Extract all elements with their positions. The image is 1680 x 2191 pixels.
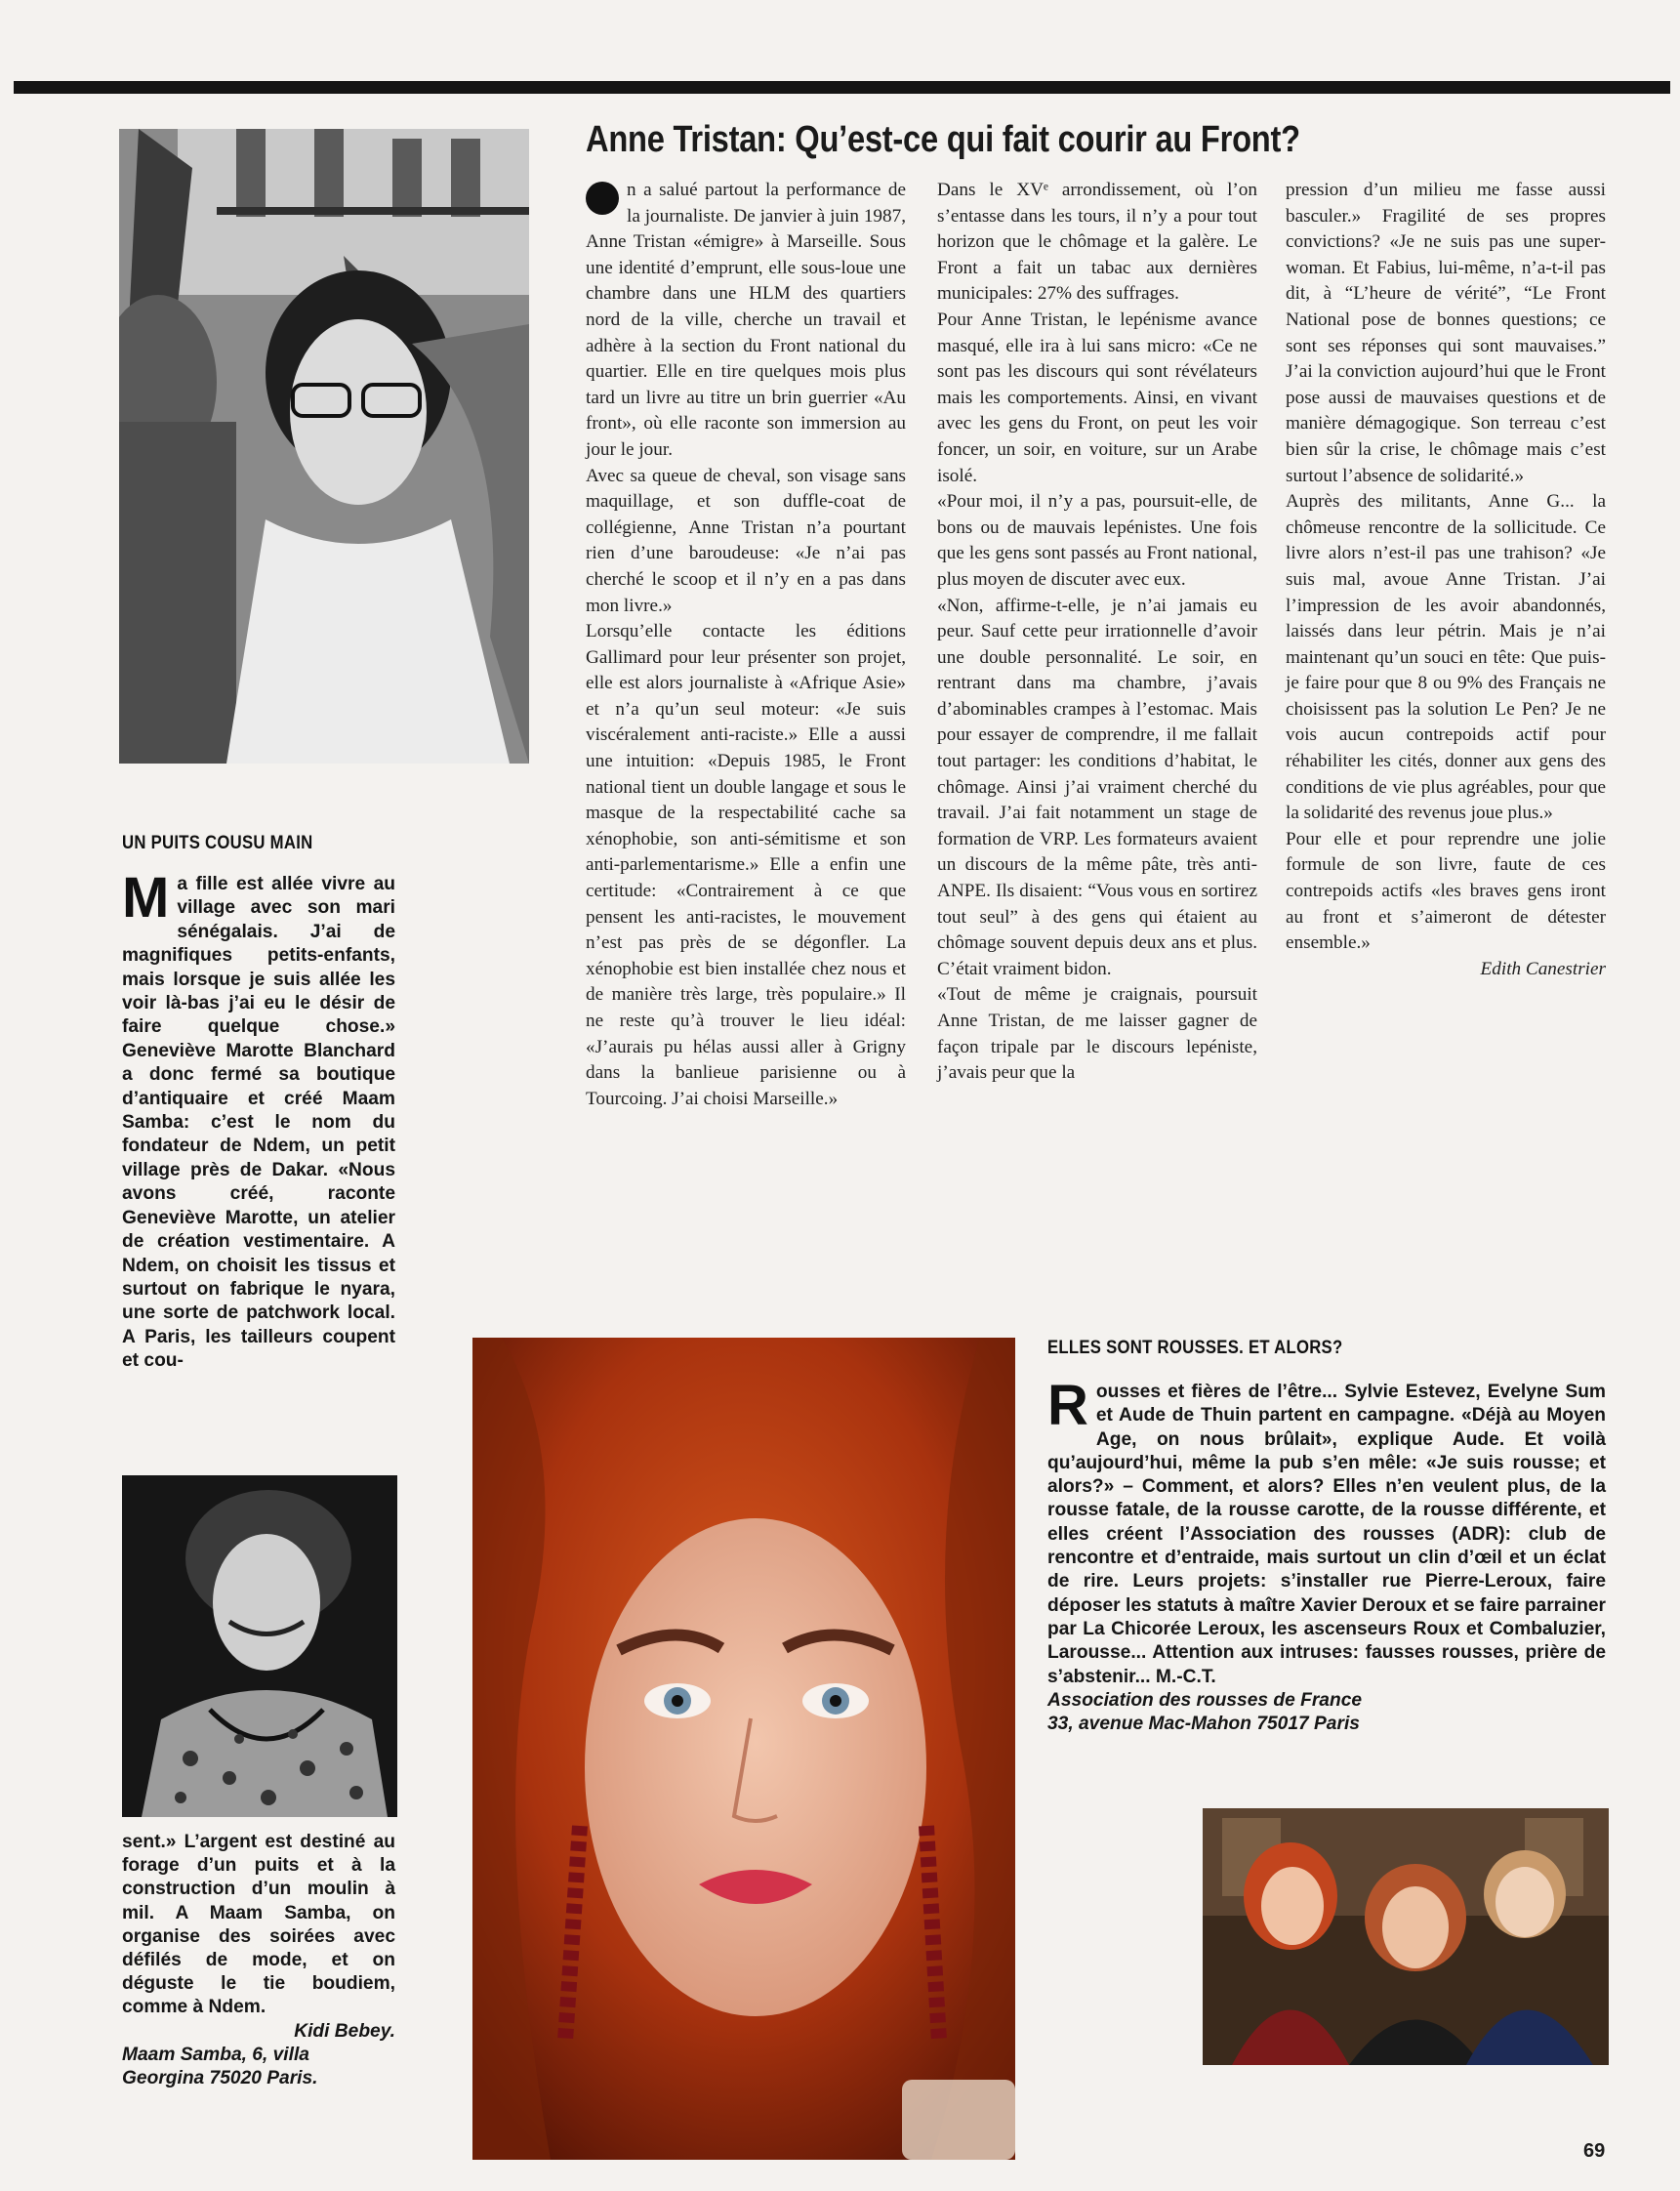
puits-body-2: sent.» L’argent est destiné au forage d’un puits et à la construction d’un moulin à mil. A Maam Samba, on organise des soirées avec défilés de mode, et on déguste le tie boudiem, comme à Ndem. <box>122 1832 395 2018</box>
article-paragraph: «Tout de même je craignais, poursuit Anne Tristan, de me laisser gagner de façon tripale par le discours lepéniste, j’avais peur que la <box>937 984 1257 1084</box>
article-paragraph: Dans le XVᵉ arrondissement, où l’on s’entasse dans les tours, il n’y a pour tout horizon que le chômage et la galère. Le Front a fait un tabac aux dernières municipales: 27% des suffrages. <box>937 180 1257 305</box>
page-number: 69 <box>1583 2140 1606 2162</box>
rousses-title: ELLES SONT ROUSSES. ET ALORS? <box>1047 1338 1343 1358</box>
photo-genevieve-marotte <box>122 1475 397 1817</box>
article-headline: Anne Tristan: Qu’est-ce qui fait courir au Front? <box>586 119 1300 160</box>
rousses-initials: M.-C.T. <box>1155 1666 1216 1687</box>
article-paragraph: Auprès des militants, Anne G... la chômeuse rencontre de la sollicitude. Ce livre alors n’est-il pas une trahison? «Je suis mal, avoue Anne Tristan. J’ai l’impression de les avoir abandonnés, laissés dans leur pétrin. Mais je n’ai maintenant qu’un souci en tête: Que puis-je faire pour que 8 ou 9% des Français ne choisissent pas la solution Le Pen? Je ne vois aucun contrepoids actif pour réhabiliter les cités, donner aux gens des conditions de vie plus agréables, pour que la solidarité des revenus joue plus.» <box>1286 491 1606 824</box>
photo-three-redheads <box>1203 1808 1609 2065</box>
article-column-3 <box>1286 178 1606 982</box>
article-paragraph: Lorsqu’elle contacte les éditions Gallimard pour leur présenter son projet, elle est alors journaliste à «Afrique Asie» et n’a qu’un seul moteur: «Je suis viscéralement anti-raciste.» Elle a aussi une intuition: «Depuis 1985, le Front national tient un double langage et sous le masque de la respectabilité cache sa xénophobie, son anti-sémitisme et son anti-parlementarisme.» Elle a enfin une certitude: «Contrairement à ce que pensent les anti-racistes, le mouvement n’est pas près de se dégonfler. La xénophobie est bien installée chez nous et de manière très large, très populaire.» Il ne reste qu’à trouver le lieu idéal: «J’aurais pu hélas aussi aller à Grigny dans la banlieue parisienne ou à Tourcoing. J’ai choisi Marseille.» <box>586 621 906 1109</box>
photo-anne-tristan <box>119 129 529 764</box>
puits-title: UN PUITS COUSU MAIN <box>122 833 313 853</box>
puits-text-top <box>122 866 395 1374</box>
article-column-2 <box>937 178 1257 1087</box>
rousses-address-line-1: Association des rousses de France <box>1047 1689 1363 1711</box>
article-paragraph: «Non, affirme-t-elle, je n’ai jamais eu peur. Sauf cette peur irrationnelle d’avoir une double personnalité. Le soir, en rentrant dans ma chambre, j’avais d’abominables crampes à l’estomac. Mais pour essayer de comprendre, il me fallait tout partager: les conditions d’habitat, le chômage. Ainsi j’ai vraiment cherché du travail. J’ai fait notamment un stage de formation de VRP. Les formateurs avaient un discours de la même pâte, très anti-ANPE. Ils disaient: “Vous vous en sortirez tout seul” à des gens qui étaient au chômage souvent depuis deux ans et plus. C’était vraiment bidon. <box>937 595 1257 979</box>
article-paragraph: Avec sa queue de cheval, son visage sans maquillage, et son duffle-coat de collégienne, Anne Tristan n’a pourtant rien d’une baroudeuse: «Je n’ai pas cherché le scoop et il n’y en a pas dans mon livre.» <box>586 465 906 616</box>
puits-signature: Kidi Bebey. <box>294 2020 395 2042</box>
puits-text-bottom <box>122 1831 395 2090</box>
article-signature: Edith Canestrier <box>1480 958 1606 979</box>
rousses-body: ousses et fières de l’être... Sylvie Estevez, Evelyne Sum et Aude de Thuin partent en campagne. «Déjà au Moyen Age, on nous brûlait», explique Aude. Et voilà qu’aujourd’hui, même la pub s’en mêle: «Je suis rousse; et alors?» – Comment, et alors? Elles n’en veulent plus, de la rousse fatale, de la rousse carotte, de la rousse différente, et elles créent l’Association des rousses (ADR): club de rencontre et d’entraide, mais surtout un clin d’œil et un éclat de rire. Leurs projets: s’installer rue Pierre-Leroux, faire déposer les statuts à maître Xavier Deroux et se faire parrainer par La Chicorée Leroux, les ascenseurs Roux et Combaluzier, Larousse... Attention aux intruses: fausses rousses, prière de s’abstenir... <box>1047 1382 1606 1687</box>
article-paragraph: Pour Anne Tristan, le lepénisme avance masqué, elle ira à lui sans micro: «Ce ne sont pas les discours qui sont révélateurs mais les comportements. Ainsi, en vivant avec les gens du Front, on peut les voir foncer, un soir, en voiture, sur un Arabe isolé. <box>937 309 1257 486</box>
photo-redhead-woman <box>472 1338 1015 2160</box>
rousses-address-line-2: 33, avenue Mac-Mahon 75017 Paris <box>1047 1714 1360 1735</box>
puits-address-line-1: Maam Samba, 6, villa <box>122 2044 309 2065</box>
article-paragraph: «Pour moi, il n’y a pas, poursuit-elle, de bons ou de mauvais lepénistes. Une fois que les gens sont passés au Front national, plus moyen de discuter avec eux. <box>937 491 1257 590</box>
puits-body-1: a fille est allée vivre au village avec son mari sénégalais. J’ai de magnifiques petits-enfants, mais lorsque je suis allée les voir là-bas j’ai eu le désir de faire quelque chose.» Geneviève Marotte Blanchard a donc fermé sa boutique d’antiquaire et créé Maam Samba: c’est le nom du fondateur de Ndem, un petit village près de Dakar. «Nous avons créé, raconte Geneviève Marotte, un atelier de création vestimentaire. A Ndem, on choisit les tissus et surtout on fabrique le nyara, une sorte de patchwork local. A Paris, les tailleurs coupent et cou- <box>122 874 395 1372</box>
article-paragraph: Pour elle et pour reprendre une jolie formule de son livre, faute de ces contrepoids actifs «les braves gens iront au front et s’aimeront de détester ensemble.» <box>1286 828 1606 954</box>
dropcap-r: R <box>1047 1374 1088 1437</box>
rousses-text <box>1047 1374 1606 1736</box>
article-paragraph: pression d’un milieu me fasse aussi basculer.» Fragilité de ses propres convictions? «Je ne suis pas une super-woman. Et Fabius, lui-même, n’a-t-il pas dit, à “L’heure de vérité”, “Le Front National pose de bonnes questions; ce sont ses réponses qui sont mauvaises.” J’ai la conviction aujourd’hui que le Front pose aussi de mauvaises questions et de manière démagogique. Son terreau c’est bien sûr la crise, le chômage mais c’est surtout l’absence de solidarité.» <box>1286 180 1606 486</box>
top-rule <box>14 81 1670 94</box>
dropcap-m: M <box>122 866 170 930</box>
article-column-1 <box>586 178 906 1112</box>
article-paragraph: n a salué partout la performance de la journaliste. De janvier à juin 1987, Anne Tristan «émigre» à Marseille. Sous une identité d’emprunt, elle sous-loue une chambre dans une HLM des quartiers nord de la ville, cherche un travail et adhère à la section du Front national du quartier. Elle en tire quelques mois plus tard un livre au titre un brin guerrier «Au front», où elle raconte son immersion au jour le jour. <box>586 180 906 460</box>
dropcap-o <box>586 182 619 215</box>
puits-address-line-2: Georgina 75020 Paris. <box>122 2068 318 2089</box>
